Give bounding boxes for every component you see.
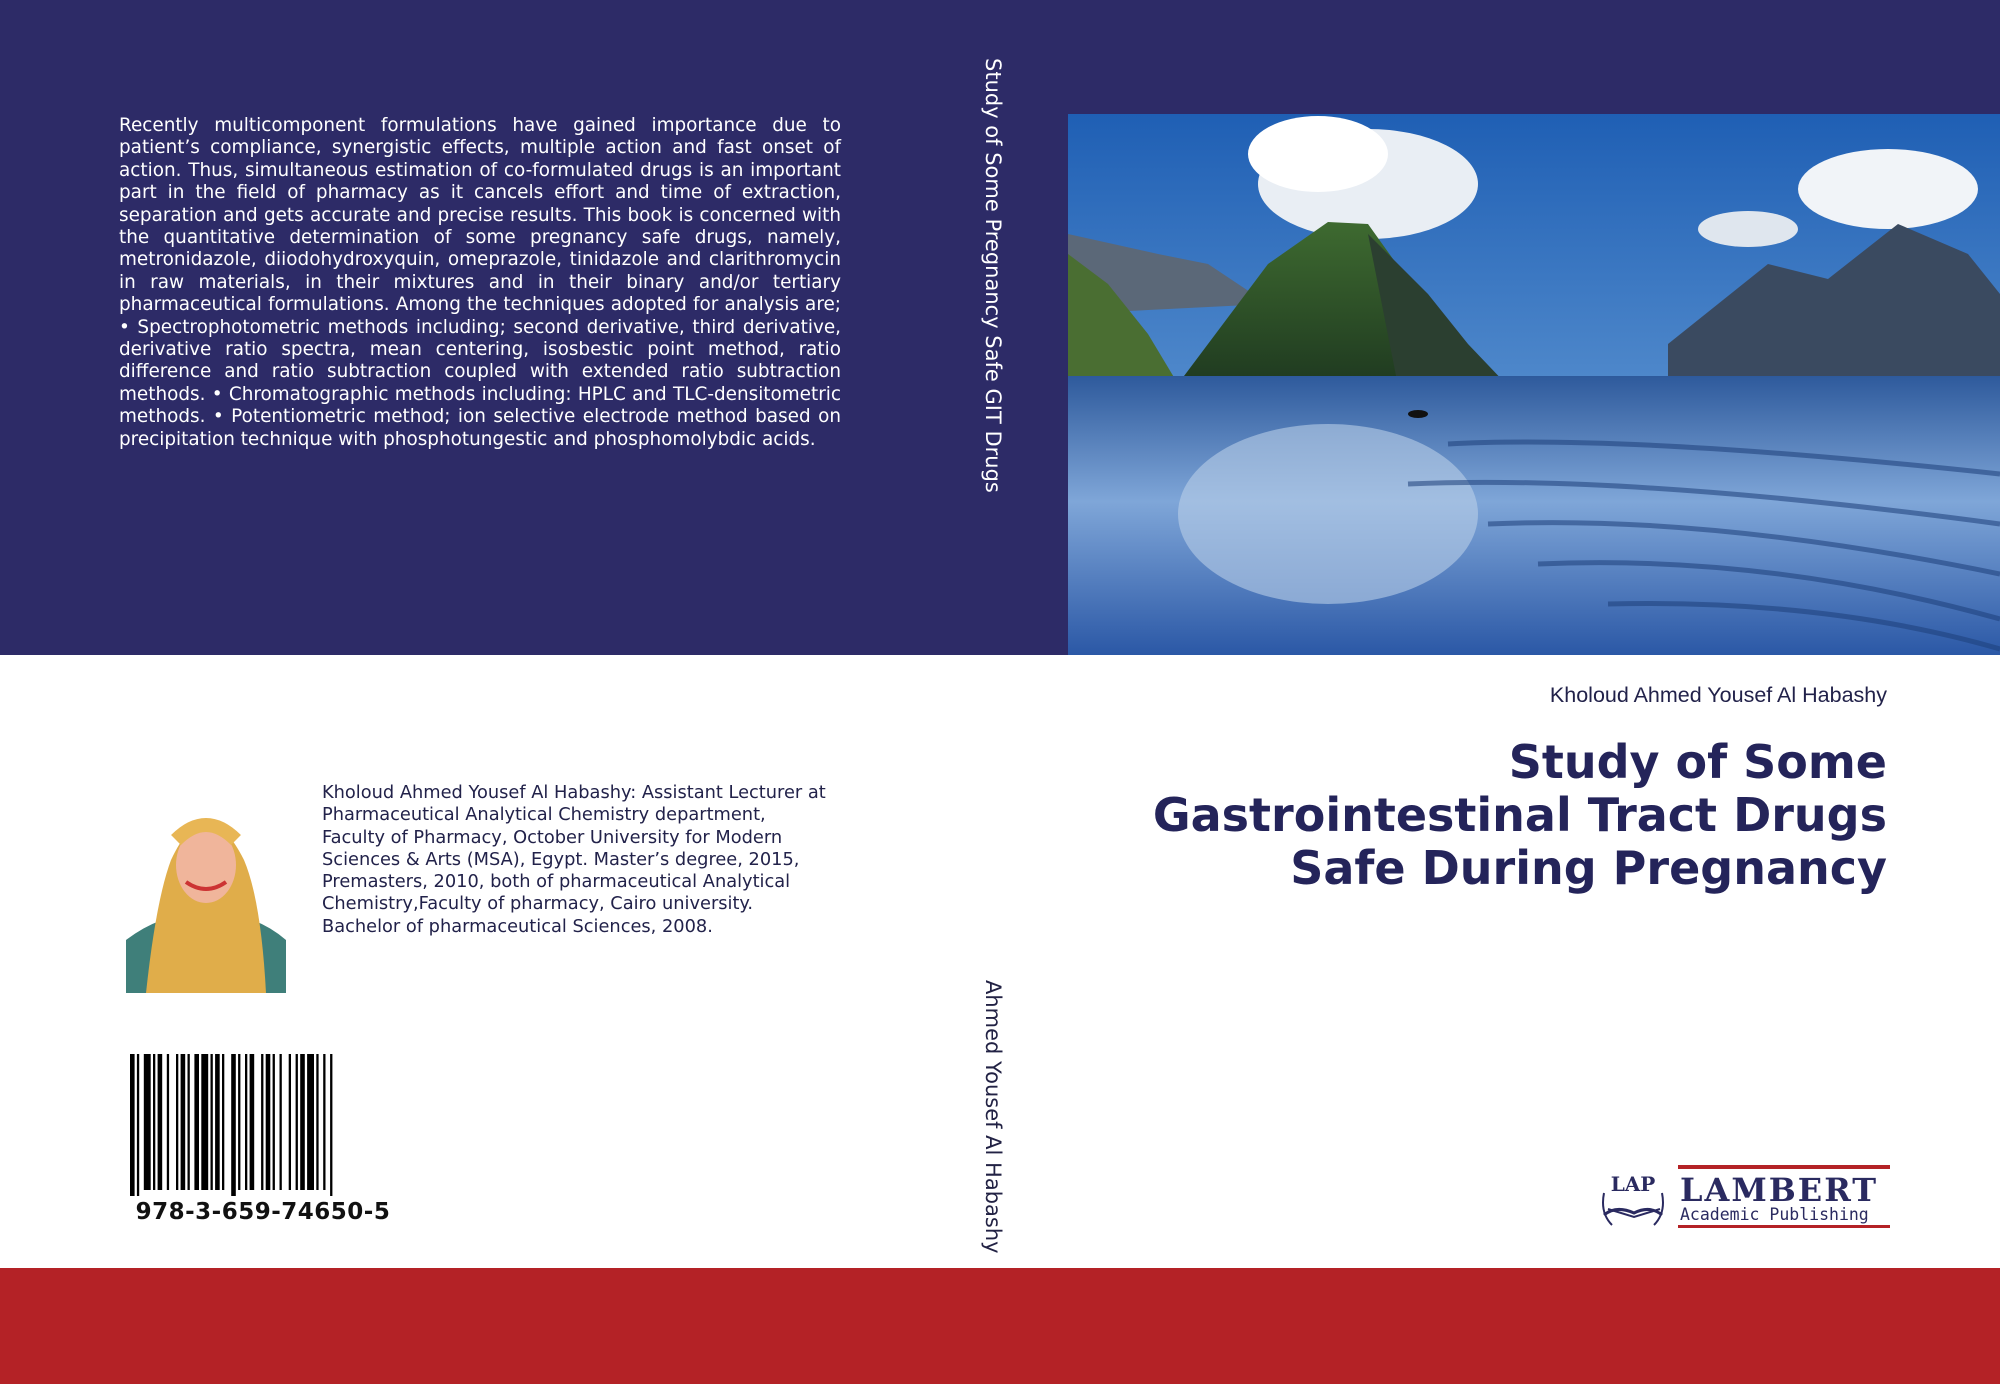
barcode-bar	[153, 1054, 155, 1190]
barcode-bar	[300, 1054, 305, 1190]
barcode-bar	[181, 1054, 186, 1190]
barcode-bar	[231, 1054, 236, 1196]
barcode-bar	[176, 1054, 178, 1190]
barcode-bar	[211, 1054, 213, 1190]
isbn-number: 978-3-659-74650-5	[135, 1199, 391, 1225]
barcode-bar	[245, 1054, 247, 1190]
bottom-red-band	[0, 1268, 2000, 1384]
barcode-bar	[307, 1054, 314, 1190]
barcode-bar	[266, 1054, 271, 1190]
barcode-bar	[144, 1054, 151, 1190]
barcode-bar	[222, 1054, 224, 1190]
barcode-bar	[194, 1054, 199, 1190]
publisher-name-text: LAMBERT	[1680, 1171, 1879, 1209]
barcode-bar	[188, 1054, 190, 1190]
barcode-bar	[250, 1054, 255, 1190]
author-bio: Kholoud Ahmed Yousef Al Habashy: Assistant Lecturer at Pharmaceutical Analytical Chemistry department, Faculty of Pharmacy, October University for Modern Sciences & Arts (MSA), Egypt. Master’s degree, 2015, Premasters, 2010, both of pharmaceutical Analytical Chemistry,Faculty of pharmacy, Cairo university. Bachelor of pharmaceutical Sciences, 2008.	[322, 782, 826, 937]
publisher-mark-text: LAP	[1610, 1172, 1656, 1196]
barcode-bar	[167, 1054, 169, 1190]
isbn-barcode	[130, 1054, 396, 1196]
barcode-bar	[215, 1054, 220, 1190]
barcode-bar	[296, 1054, 298, 1190]
spine-author: Ahmed Yousef Al Habashy	[981, 980, 1005, 1254]
barcode-bar	[137, 1054, 139, 1196]
barcode-bar	[201, 1054, 208, 1190]
barcode-bar	[158, 1054, 163, 1190]
publisher-subtitle-text: Academic Publishing	[1680, 1205, 1869, 1224]
back-cover-blurb: Recently multicomponent formulations have gained importance due to patient’s compliance, synergistic effects, multiple action and fast onset of action. Thus, simultaneous estimation of co-formulated drugs is an important part in the field of pharmacy as it cancels effort and time of extraction, separation and gets accurate and precise results. This book is concerned with the quantitative determination of some pregnancy safe drugs, namely, metronidazole, diiodohydroxyquin, omeprazole, tinidazole and clarithromycin in raw materials, in their mixtures and in their binary and/or tertiary pharmaceutical formulations. Among the techniques adopted for analysis are; • Spectrophotometric methods including; second derivative, third derivative, derivative ratio spectra, mean centering, isosbestic point method, ratio difference and ratio subtraction coupled with extended ratio subtraction methods. • Chromatographic methods including: HPLC and TLC-densitometric methods. • Potentiometric method; ion selective electrode method based on precipitation technique with phosphotungestic and phosphomolybdic acids.	[119, 115, 841, 450]
barcode-bar	[323, 1054, 325, 1190]
open-book-emblem-icon	[1603, 1172, 1663, 1225]
barcode-bar	[238, 1054, 240, 1190]
barcode-bar	[316, 1054, 318, 1190]
front-author-name: Kholoud Ahmed Yousef Al Habashy	[1549, 683, 1887, 707]
barcode-bar	[273, 1054, 275, 1190]
barcode-bar	[130, 1054, 135, 1196]
barcode-bar	[280, 1054, 282, 1190]
spine-title: Study of Some Pregnancy Safe GIT Drugs	[981, 58, 1005, 493]
barcode-bar	[261, 1054, 263, 1190]
author-portrait-photo	[126, 790, 286, 993]
barcode-bar	[330, 1054, 332, 1196]
mountain-lake-photo	[1068, 114, 2000, 655]
barcode-bar	[289, 1054, 291, 1190]
book-title: Study of Some Gastrointestinal Tract Drugs Safe During Pregnancy	[1152, 735, 1887, 895]
publisher-logo	[1598, 1163, 1896, 1233]
